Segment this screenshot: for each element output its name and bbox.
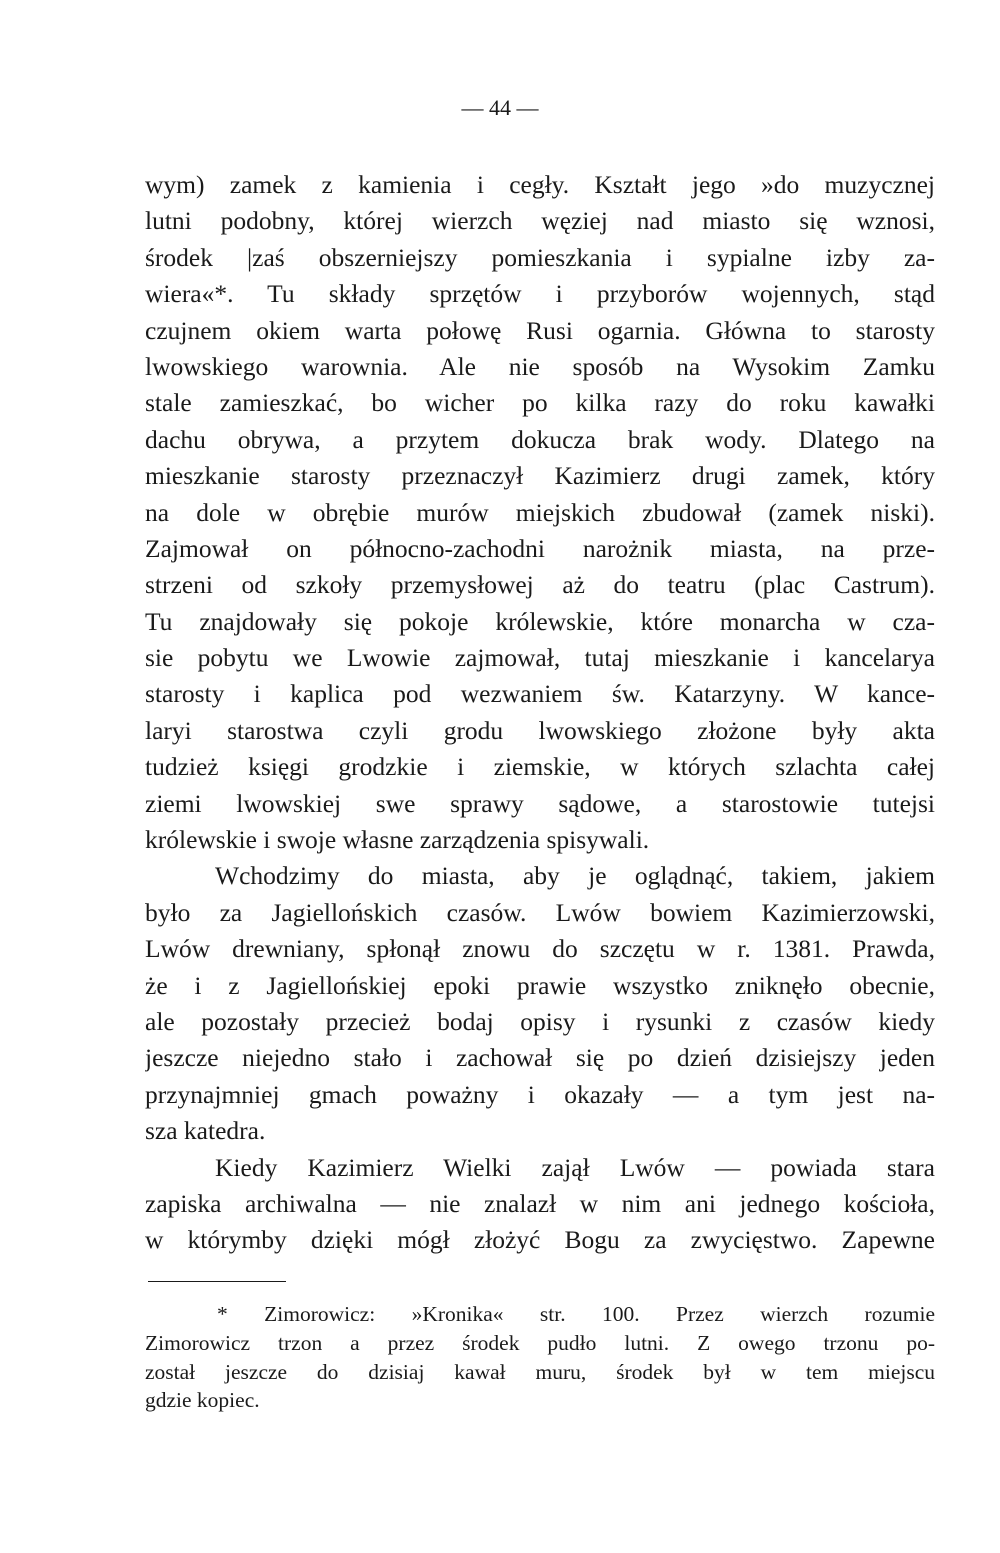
footnote-line: * Zimorowicz: »Kronika« str. 100. Przez wierzch rozumie: [217, 1302, 935, 1326]
text-line: strzeni od szkoły przemysłowej aż do teatru (plac Castrum).: [145, 570, 935, 600]
footnote-line: został jeszcze do dzisiaj kawał muru, środek był w tem miejscu: [145, 1359, 935, 1384]
text-line: Wchodzimy do miasta, aby je oglądnąć, takiem, jakiem: [215, 861, 935, 891]
text-line: jeszcze niejedno stało i zachował się po dzień dzisiejszy jeden: [145, 1043, 935, 1073]
page-number: — 44 —: [461, 95, 539, 120]
footnote-line: gdzie kopiec.: [145, 1388, 260, 1413]
text-line: wiera«*. Tu składy sprzętów i przyborów wojennych, stąd: [145, 279, 935, 309]
text-line: dachu obrywa, a przytem dokucza brak wody. Dlatego na: [145, 424, 935, 454]
text-line: wym) zamek z kamienia i cegły. Kształt jego »do muzycznej: [145, 170, 935, 199]
text-line: przynajmniej gmach poważny i okazały — a tym jest na-: [145, 1079, 935, 1109]
text-line: starosty i kaplica pod wezwaniem św. Katarzyny. W kance-: [145, 679, 935, 709]
text-line: Kiedy Kazimierz Wielki zajął Lwów — powiada stara: [215, 1152, 935, 1182]
footnote-line: Zimorowicz trzon a przez środek pudło lutni. Z owego trzonu po-: [145, 1330, 935, 1355]
text-line: królewskie i swoje własne zarządzenia spisywali.: [145, 825, 650, 855]
text-line: ziemi lwowskiej swe sprawy sądowe, a starostowie tutejsi: [145, 788, 935, 818]
text-line: laryi starostwa czyli grodu lwowskiego złożone były akta: [145, 715, 935, 745]
text-line: Lwów drewniany, spłonął znowu do szczętu w r. 1381. Prawda,: [145, 934, 935, 964]
text-line: w którymby dzięki mógł złożyć Bogu za zwycięstwo. Zapewne: [145, 1225, 935, 1255]
footnote-divider: [148, 1281, 286, 1282]
text-line: ale pozostały przecież bodaj opisy i rysunki z czasów kiedy: [145, 1006, 935, 1036]
text-line: że i z Jagiellońskiej epoki prawie wszystko zniknęło obecnie,: [145, 970, 935, 1000]
text-line: sie pobytu we Lwowie zajmował, tutaj mieszkanie i kancelarya: [145, 643, 935, 673]
text-line: zapiska archiwalna — nie znalazł w nim ani jednego kościoła,: [145, 1188, 935, 1218]
text-line: tudzież księgi grodzkie i ziemskie, w których szlachta całej: [145, 752, 935, 782]
text-line: Tu znajdowały się pokoje królewskie, które monarcha w cza-: [145, 606, 935, 636]
text-line: Zajmował on północno-zachodni narożnik miasta, na prze-: [145, 533, 935, 563]
text-line: mieszkanie starosty przeznaczył Kazimierz drugi zamek, który: [145, 461, 935, 491]
text-line: na dole w obrębie murów miejskich zbudował (zamek niski).: [145, 497, 935, 527]
body-text: [145, 167, 935, 1259]
text-line: czujnem okiem warta połowę Rusi ogarnia. Główna to starosty: [145, 315, 935, 345]
text-line: lutni podobny, której wierzch węziej nad miasto się wznosi,: [145, 206, 935, 236]
text-line: środek |zaś obszerniejszy pomieszkania i sypialne izby za-: [145, 242, 935, 272]
text-line: stale zamieszkać, bo wicher po kilka razy do roku kawałki: [145, 388, 935, 418]
text-line: sza katedra.: [145, 1116, 266, 1146]
text-line: lwowskiego warownia. Ale nie sposób na Wysokim Zamku: [145, 351, 935, 381]
text-line: było za Jagiellońskich czasów. Lwów bowiem Kazimierzowski,: [145, 897, 935, 927]
footnote: [145, 1300, 935, 1415]
